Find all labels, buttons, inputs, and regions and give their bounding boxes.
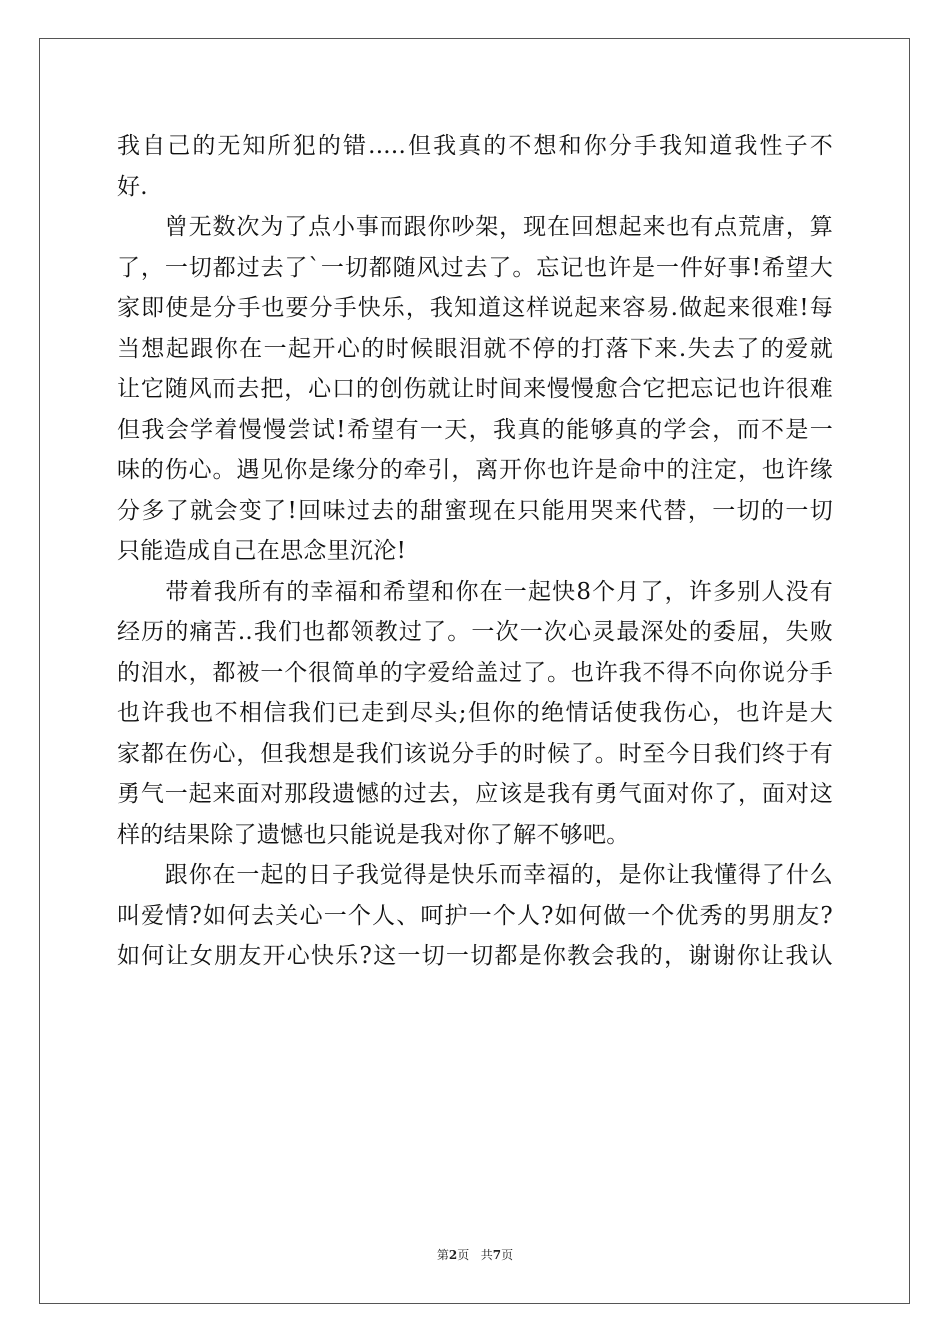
text-line: 跟你在一起的日子我觉得是快乐而幸福的，是你让我懂得了什么: [117, 862, 833, 888]
text-line: 的泪水，都被一个很简单的字爱给盖过了。也许我不得不向你说分手: [117, 659, 833, 686]
paragraph-1: [117, 126, 833, 207]
text-line: 味的伤心。遇见你是缘分的牵引，离开你也许是命中的注定，也许缘: [117, 457, 833, 483]
text-line: 曾无数次为了点小事而跟你吵架，现在回想起来也有点荒唐，算: [117, 214, 833, 240]
text-line: 也许我也不相信我们已走到尽头;但你的绝情话使我伤心，也许是大: [117, 700, 833, 726]
total-suffix: 页: [501, 1248, 514, 1262]
text-line: 经历的痛苦..我们也都领教过了。一次一次心灵最深处的委屈，失败: [117, 619, 833, 645]
text-line: 让它随风而去把，心口的创伤就让时间来慢慢愈合它把忘记也许很难: [117, 376, 833, 402]
text-line: 家都在伤心，但我想是我们该说分手的时候了。时至今日我们终于有: [117, 740, 833, 767]
page-number: 2: [448, 1248, 458, 1262]
paragraph-2: [117, 207, 833, 572]
text-line: 了，一切都过去了`一切都随风过去了。忘记也许是一件好事!希望大: [117, 254, 833, 281]
text-line: 当想起跟你在一起开心的时候眼泪就不停的打落下来.失去了的爱就: [117, 335, 833, 362]
page-prefix: 第: [436, 1248, 449, 1262]
text-line: 勇气一起来面对那段遗憾的过去，应该是我有勇气面对你了，面对这: [117, 781, 833, 807]
document-body: [117, 126, 833, 977]
text-line: 家即使是分手也要分手快乐，我知道这样说起来容易.做起来很难!每: [117, 295, 833, 321]
page-footer: [0, 1246, 950, 1263]
text-line: 我自己的无知所犯的错.....但我真的不想和你分手我知道我性子不: [117, 133, 833, 159]
text-line: 叫爱情?如何去关心一个人、呵护一个人?如何做一个优秀的男朋友?: [117, 902, 833, 929]
total-prefix: 共: [480, 1248, 493, 1262]
text-line: 只能造成自己在思念里沉沦!: [117, 538, 407, 564]
page-suffix: 页: [457, 1248, 470, 1262]
text-line: 样的结果除了遗憾也只能说是我对你了解不够吧。: [117, 821, 630, 848]
text-line: 但我会学着慢慢尝试!希望有一天，我真的能够真的学会，而不是一: [117, 416, 833, 443]
total-pages: 7: [492, 1248, 502, 1262]
text-line: 带着我所有的幸福和希望和你在一起快8个月了，许多别人没有: [117, 578, 833, 605]
text-line: 好.: [117, 173, 148, 200]
text-line: 如何让女朋友开心快乐?这一切一切都是你教会我的，谢谢你让我认: [117, 943, 833, 969]
text-line: 分多了就会变了!回味过去的甜蜜现在只能用哭来代替，一切的一切: [117, 497, 833, 524]
paragraph-4: [117, 855, 833, 977]
paragraph-3: [117, 572, 833, 856]
